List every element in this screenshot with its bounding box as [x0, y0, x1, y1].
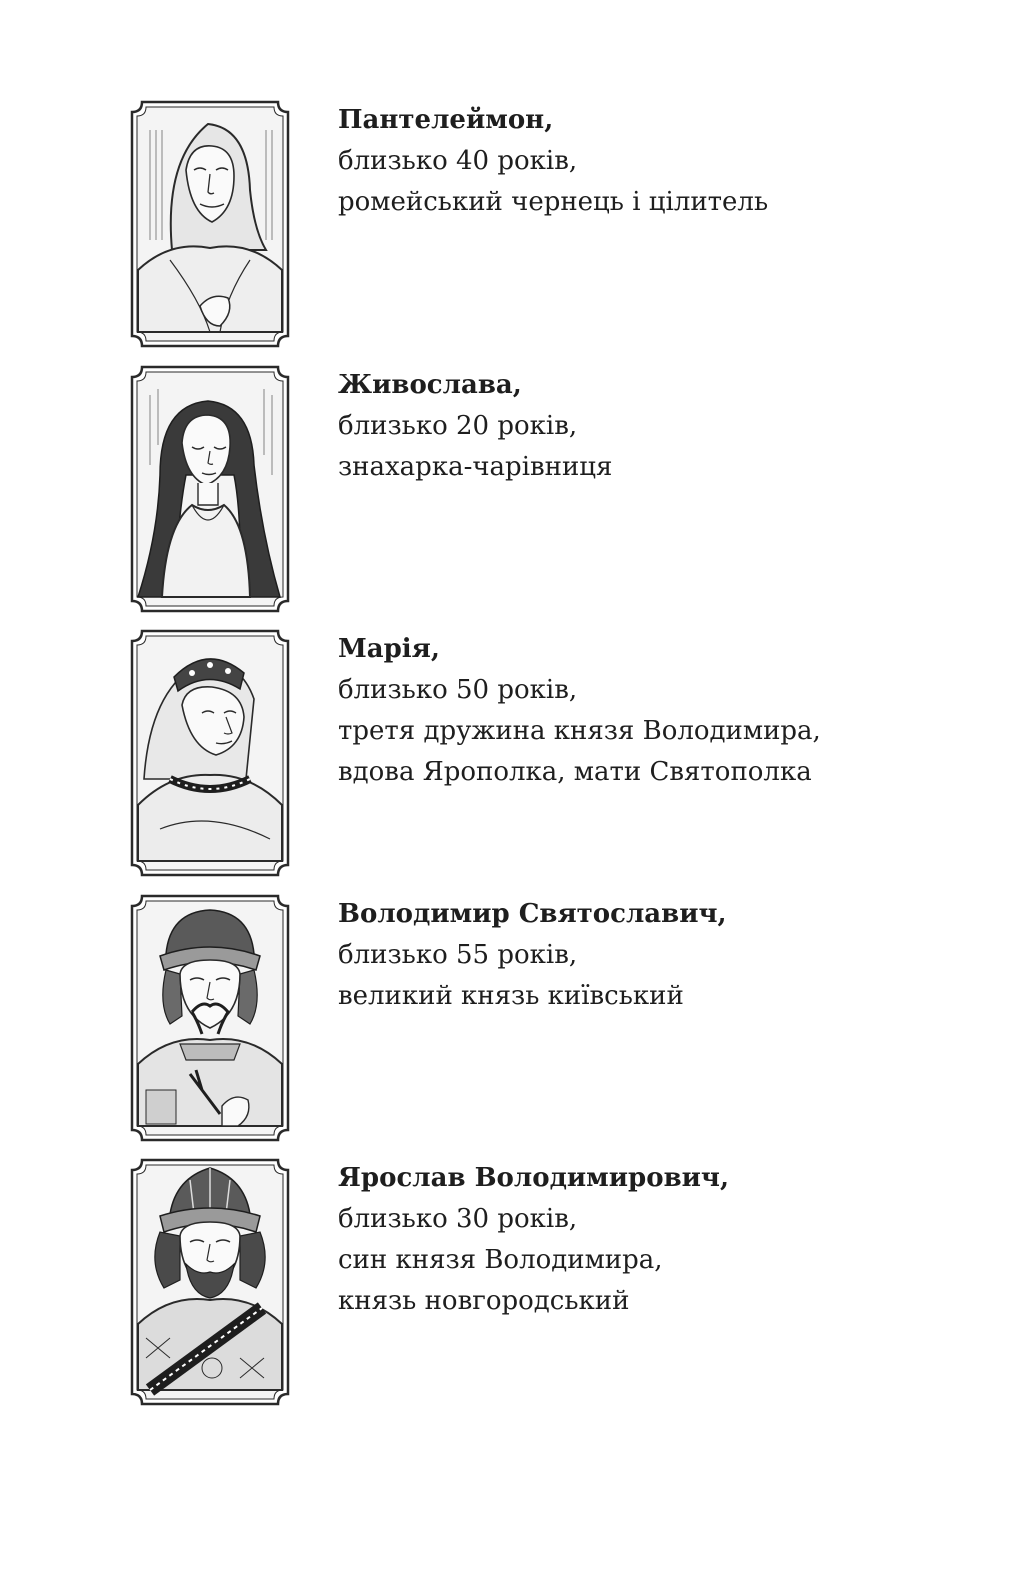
character-entry: [130, 1158, 890, 1406]
character-age: близько 55 років,: [338, 940, 578, 970]
character-role: великий князь київський: [338, 981, 684, 1011]
hooded-monk-portrait-icon: [130, 100, 290, 348]
young-woman-long-hair-portrait-icon: [130, 365, 290, 613]
character-role: ромейський чернець і цілитель: [338, 187, 769, 217]
character-entry: [130, 365, 890, 613]
character-role: знахарка-чарівниця: [338, 452, 613, 482]
character-relation: син князя Володимира,: [338, 1245, 663, 1275]
character-name: Пантелеймон,: [338, 105, 554, 135]
prince-fur-cap-moustache-portrait-icon: [130, 894, 290, 1142]
character-name: Живослава,: [338, 370, 522, 400]
character-name: Марія,: [338, 634, 440, 664]
character-role: князь новгородський: [338, 1286, 630, 1316]
character-entry: [130, 629, 890, 877]
young-prince-beard-portrait-icon: [130, 1158, 290, 1406]
character-age: близько 50 років,: [338, 675, 578, 705]
character-age: близько 40 років,: [338, 146, 578, 176]
character-entry: [130, 894, 890, 1142]
character-role: третя дружина князя Володимира,: [338, 716, 821, 746]
character-name: Володимир Святославич,: [338, 899, 727, 929]
character-relations: вдова Ярополка, мати Святополка: [338, 757, 812, 787]
character-entry: [130, 100, 890, 348]
character-age: близько 20 років,: [338, 411, 578, 441]
character-age: близько 30 років,: [338, 1204, 578, 1234]
elderly-woman-crown-portrait-icon: [130, 629, 290, 877]
character-name: Ярослав Володимирович,: [338, 1163, 730, 1193]
